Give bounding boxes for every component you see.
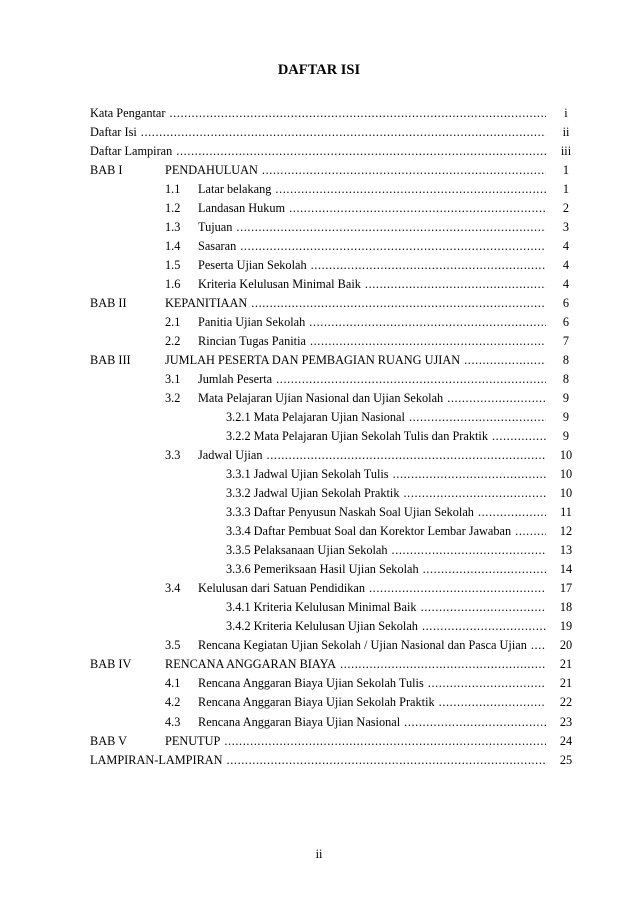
toc-entry-title: Rencana Anggaran Biaya Ujian Sekolah Tulis [198, 676, 424, 691]
toc-entry [90, 484, 578, 503]
toc-entry-title-leader [226, 408, 546, 427]
toc-entry-page: 9 [562, 410, 570, 425]
toc-entry-title-leader [226, 617, 546, 636]
section-number: 1.5 [165, 258, 181, 273]
toc-entry [90, 446, 578, 465]
toc-entry-title: Kriteria Kelulusan Minimal Baik [198, 277, 361, 292]
toc-entry-page: 1 [562, 182, 570, 197]
dot-leader [404, 713, 546, 732]
toc-entry-page: 6 [562, 315, 570, 330]
toc-entry-title-leader [198, 332, 546, 351]
toc-entry-title: 3.2.1 Mata Pelajaran Ujian Nasional [226, 410, 405, 425]
dot-leader [169, 104, 546, 123]
toc-entry [90, 617, 578, 636]
toc-entry [90, 713, 578, 732]
toc-entry [90, 142, 578, 161]
toc-entry-title: Sasaran [198, 239, 237, 254]
toc-entry-title-leader [90, 751, 546, 770]
toc-entry-title: JUMLAH PESERTA DAN PEMBAGIAN RUANG UJIAN [165, 353, 461, 368]
toc-entry-page: 12 [559, 524, 573, 539]
toc-entry-page: 8 [562, 353, 570, 368]
toc-entry-title-leader [226, 522, 546, 541]
section-number: 1.2 [165, 201, 181, 216]
toc-entry-page: 10 [559, 448, 573, 463]
toc-entry-title-leader [198, 389, 546, 408]
page-title: DAFTAR ISI [277, 62, 361, 78]
chapter-label: BAB III [90, 353, 131, 368]
section-number: 1.3 [165, 220, 181, 235]
dot-leader [276, 370, 546, 389]
toc-entry-title: PENUTUP [165, 733, 221, 748]
toc-entry-page: 9 [562, 429, 570, 444]
toc-entry [90, 161, 578, 180]
dot-leader [404, 484, 547, 503]
toc-entry-title: Rencana Anggaran Biaya Ujian Sekolah Praktik [198, 695, 435, 710]
dot-leader [365, 275, 546, 294]
toc-entry [90, 408, 578, 427]
section-number: 1.4 [165, 239, 181, 254]
toc-entry [90, 427, 578, 446]
toc-entry [90, 751, 578, 770]
dot-leader [439, 693, 546, 712]
toc-entry-page: 23 [559, 714, 573, 729]
toc-entry-page: 13 [559, 543, 573, 558]
toc-entry [90, 560, 578, 579]
toc-entry-title-leader [198, 275, 546, 294]
toc-entry-title-leader [226, 541, 546, 560]
dot-leader [267, 446, 546, 465]
toc-entry [90, 180, 578, 199]
toc-entry-page: 9 [562, 391, 570, 406]
chapter-label: BAB V [90, 733, 128, 748]
toc-entry [90, 503, 578, 522]
toc-entry-title-leader [198, 579, 546, 598]
toc-entry [90, 541, 578, 560]
toc-entry [90, 351, 578, 370]
toc-entry-title-leader [198, 180, 546, 199]
dot-leader [275, 180, 546, 199]
toc-entry-page: 10 [559, 467, 573, 482]
dot-leader [464, 351, 546, 370]
toc-entry-title: RENCANA ANGGARAN BIAYA [165, 657, 337, 672]
toc-entry-title-leader [198, 313, 546, 332]
toc-entry [90, 732, 578, 751]
dot-leader [421, 598, 546, 617]
toc-entry-title: 3.4.2 Kriteria Kelulusan Ujian Sekolah [226, 619, 418, 634]
toc-entry-title-leader [198, 370, 546, 389]
dot-leader [340, 655, 546, 674]
toc-entry [90, 522, 578, 541]
toc-entry-page: 1 [562, 163, 570, 178]
chapter-label: BAB II [90, 296, 127, 311]
toc-entry-page: 21 [559, 676, 573, 691]
dot-leader [393, 465, 546, 484]
toc-entry-title-leader [165, 655, 546, 674]
toc-entry-title: Daftar Lampiran [90, 144, 173, 159]
dot-leader [423, 560, 546, 579]
toc-entry-title-leader [198, 693, 546, 712]
toc-entry-title-leader [198, 237, 546, 256]
dot-leader [251, 294, 546, 313]
toc-entry-page: 3 [562, 220, 570, 235]
toc-entry-title-leader [165, 351, 546, 370]
toc-entry-page: 20 [559, 638, 573, 653]
section-number: 1.6 [165, 277, 181, 292]
toc-entry [90, 123, 578, 142]
toc-entry-title: 3.4.1 Kriteria Kelulusan Minimal Baik [226, 600, 417, 615]
toc-entry-title-leader [165, 161, 546, 180]
toc-entry-page: i [564, 106, 568, 120]
section-number: 3.1 [165, 372, 181, 387]
toc-entry [90, 655, 578, 674]
toc-entry-page: 22 [559, 695, 573, 710]
toc-entry-page: 24 [559, 733, 573, 748]
section-number: 3.2 [165, 391, 181, 406]
toc-entry-title-leader [90, 104, 546, 123]
toc-entry-title: Rincian Tugas Panitia [198, 334, 306, 349]
toc-entry-title-leader [226, 598, 546, 617]
toc-entry-title: LAMPIRAN-LAMPIRAN [90, 752, 223, 767]
toc-entry [90, 256, 578, 275]
toc-entry-title: Jumlah Peserta [198, 372, 273, 387]
toc-entry-page: 25 [559, 752, 573, 767]
section-number: 4.3 [165, 714, 181, 729]
toc-entry-title-leader [226, 484, 546, 503]
toc-entry-page: 6 [562, 296, 570, 311]
toc-entry-title: 3.3.3 Daftar Penyusun Naskah Soal Ujian Sekolah [226, 505, 474, 520]
dot-leader [531, 636, 546, 655]
dot-leader [309, 313, 546, 332]
toc-entry-page: 18 [559, 600, 573, 615]
toc-entry [90, 579, 578, 598]
toc-entry-title: 3.3.2 Jadwal Ujian Sekolah Praktik [226, 486, 400, 501]
dot-leader [236, 218, 546, 237]
toc-entry [90, 218, 578, 237]
page-number: ii [315, 847, 323, 861]
dot-leader [392, 541, 546, 560]
dot-leader [409, 408, 546, 427]
toc-entry-title: Jadwal Ujian [198, 448, 263, 463]
toc-entry [90, 674, 578, 693]
toc-entry [90, 332, 578, 351]
toc-entry-title-leader [198, 636, 546, 655]
toc-entry-title: Latar belakang [198, 182, 272, 197]
toc-entry [90, 275, 578, 294]
toc-entry-title-leader [198, 674, 546, 693]
toc-entry [90, 104, 578, 123]
toc-entry-title-leader [226, 465, 546, 484]
toc-entry [90, 693, 578, 712]
dot-leader [428, 674, 546, 693]
chapter-label: BAB IV [90, 657, 132, 672]
toc-entry [90, 598, 578, 617]
toc-entry-page: 14 [559, 562, 573, 577]
dot-leader [227, 751, 546, 770]
toc-entry [90, 294, 578, 313]
dot-leader [422, 617, 546, 636]
toc-entry-page: ii [562, 125, 570, 140]
dot-leader [176, 142, 546, 161]
toc-entry-page: 10 [559, 486, 573, 501]
toc-entry-title: 3.3.4 Daftar Pembuat Soal dan Korektor Lembar Jawaban [226, 524, 512, 539]
toc-entry [90, 389, 578, 408]
dot-leader [289, 199, 546, 218]
toc-entry-page: 17 [559, 581, 573, 596]
toc-entry-title: Kelulusan dari Satuan Pendidikan [198, 581, 365, 596]
toc-entry [90, 237, 578, 256]
toc-entry-title: Mata Pelajaran Ujian Nasional dan Ujian Sekolah [198, 391, 444, 406]
toc-entry-page: 19 [559, 619, 573, 634]
toc-entry [90, 199, 578, 218]
toc-entry-page: 8 [562, 372, 570, 387]
toc-entry-page: iii [560, 144, 572, 159]
section-number: 3.5 [165, 638, 181, 653]
toc-entry-title: Rencana Kegiatan Ujian Sekolah / Ujian Nasional dan Pasca Ujian [198, 638, 527, 653]
dot-leader [311, 256, 546, 275]
section-number: 3.3 [165, 448, 181, 463]
table-of-contents [90, 104, 578, 770]
toc-entry-title: 3.3.1 Jadwal Ujian Sekolah Tulis [226, 467, 389, 482]
toc-entry-title: Kata Pengantar [90, 106, 166, 120]
toc-entry-title: KEPANITIAAN [165, 296, 248, 311]
toc-entry-title-leader [226, 427, 546, 446]
toc-entry-title: 3.3.6 Pemeriksaan Hasil Ujian Sekolah [226, 562, 419, 577]
toc-entry-title: Daftar Isi [90, 125, 137, 140]
toc-entry-title: 3.3.5 Pelaksanaan Ujian Sekolah [226, 543, 388, 558]
toc-entry-page: 4 [562, 277, 570, 292]
toc-entry-title: Tujuan [198, 220, 233, 235]
toc-entry-title-leader [198, 713, 546, 732]
toc-entry [90, 313, 578, 332]
toc-entry-page: 21 [559, 657, 573, 672]
toc-entry-title: Rencana Anggaran Biaya Ujian Nasional [198, 714, 401, 729]
toc-entry [90, 465, 578, 484]
toc-entry-page: 7 [562, 334, 570, 349]
toc-entry-page: 11 [560, 505, 572, 520]
toc-entry-title: Panitia Ujian Sekolah [198, 315, 306, 330]
toc-entry-page: 4 [562, 239, 570, 254]
toc-entry-title: Landasan Hukum [198, 201, 286, 216]
dot-leader [447, 389, 546, 408]
dot-leader [141, 123, 546, 142]
toc-entry-title-leader [198, 256, 546, 275]
dot-leader [240, 237, 546, 256]
toc-entry [90, 636, 578, 655]
toc-entry-title-leader [165, 294, 546, 313]
toc-entry-title: Peserta Ujian Sekolah [198, 258, 307, 273]
dot-leader [310, 332, 546, 351]
section-number: 4.2 [165, 695, 181, 710]
dot-leader [515, 522, 546, 541]
toc-entry-title-leader [165, 732, 546, 751]
toc-entry [90, 370, 578, 389]
toc-entry-title-leader [226, 503, 546, 522]
section-number: 3.4 [165, 581, 181, 596]
toc-entry-title-leader [90, 123, 546, 142]
toc-entry-title-leader [226, 560, 546, 579]
toc-entry-title-leader [198, 218, 546, 237]
section-number: 2.2 [165, 334, 181, 349]
section-number: 2.1 [165, 315, 181, 330]
chapter-label: BAB I [90, 163, 123, 178]
section-number: 1.1 [165, 182, 181, 197]
dot-leader [224, 732, 546, 751]
toc-entry-title-leader [90, 142, 546, 161]
toc-entry-title-leader [198, 199, 546, 218]
toc-entry-page: 2 [562, 201, 570, 216]
dot-leader [492, 427, 546, 446]
section-number: 4.1 [165, 676, 181, 691]
toc-entry-title-leader [198, 446, 546, 465]
toc-entry-title: 3.2.2 Mata Pelajaran Ujian Sekolah Tulis dan Praktik [226, 429, 488, 444]
toc-entry-title: PENDAHULUAN [165, 163, 258, 178]
toc-entry-page: 4 [562, 258, 570, 273]
dot-leader [478, 503, 546, 522]
dot-leader [369, 579, 546, 598]
dot-leader [262, 161, 546, 180]
